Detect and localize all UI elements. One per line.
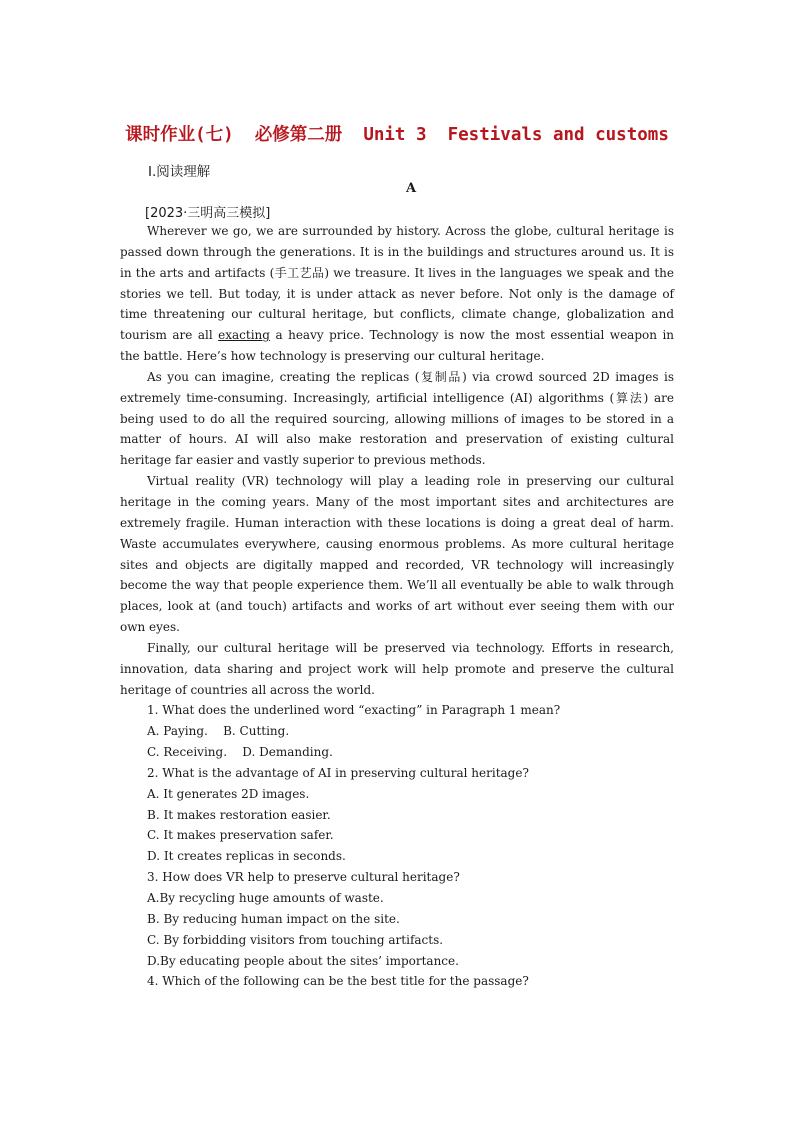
section-heading: Ⅰ.阅读理解 xyxy=(148,164,211,180)
question-1: 1. What does the underlined word “exacting” in Paragraph 1 mean? xyxy=(147,703,561,718)
passage-label: A xyxy=(405,181,417,196)
option-2d: D. It creates replicas in seconds. xyxy=(147,849,346,864)
option-3b: B. By reducing human impact on the site. xyxy=(147,911,400,926)
question-list xyxy=(120,700,674,992)
passage-body xyxy=(120,221,674,992)
paragraph-2: As you can imagine, creating the replicas (复制品) via crowd sourced 2D images is extremely time-consuming. Increasingly, artificial intelligence (AI) algorithms (算法) are being used to do all the required sourcing, allowing millions of images to be stored in a matter of hours. AI will also make restoration and preservation of existing cultural heritage far easier and vastly superior to previous methods. xyxy=(120,369,674,468)
question-4: 4. Which of the following can be the best title for the passage? xyxy=(147,974,529,989)
question-2: 2. What is the advantage of AI in preserving cultural heritage? xyxy=(147,765,529,780)
option-2b: B. It makes restoration easier. xyxy=(147,807,331,822)
option-3a: A.By recycling huge amounts of waste. xyxy=(147,891,384,905)
underlined-word: exacting xyxy=(218,328,270,343)
paragraph-4: Finally, our cultural heritage will be preserved via technology. Efforts in research, innovation, data sharing and project work will help promote and preserve the cultural heritage of countries all across the world. xyxy=(120,640,674,697)
source-note: [2023·三明高三模拟] xyxy=(145,206,271,221)
option-3c: C. By forbidding visitors from touching artifacts. xyxy=(147,932,444,947)
option-3d: D.By educating people about the sites’ importance. xyxy=(147,953,459,968)
options-1-cd: C. Receiving. D. Demanding. xyxy=(147,745,333,760)
option-2a: A. It generates 2D images. xyxy=(147,786,310,801)
question-3: 3. How does VR help to preserve cultural heritage? xyxy=(147,870,460,885)
page-title: 课时作业(七) 必修第二册 Unit 3 Festivals and customs xyxy=(125,125,669,145)
paragraph-text: a heavy price. Technology is now the most essential weapon in the battle. Here’s how technology is preserving our cultural heritage. xyxy=(120,328,675,364)
options-1-ab: A. Paying. B. Cutting. xyxy=(147,724,290,739)
option-2c: C. It makes preservation safer. xyxy=(147,828,334,843)
paragraph-text: Wherever we go, we are surrounded by history. Across the globe, cultural heritage is passed down through the generations. It is in the buildings and structures around us. It is in the arts and artifacts (手工艺品) we treasure. It lives in the languages we speak and the stories we tell. But today, it is under attack as never before. Not only is the damage of time threatening our cultural heritage, but conflicts, climate change, globalization and tourism are all xyxy=(120,224,674,343)
paragraph-1 xyxy=(120,221,674,367)
paragraph-3: Virtual reality (VR) technology will play a leading role in preserving our cultural heritage in the coming years. Many of the most important sites and architectures are extremely fragile. Human interaction with these locations is doing a great deal of harm. Waste accumulates everywhere, causing enormous problems. As more cultural heritage sites and objects are digitally mapped and recorded, VR technology will increasingly become the way that people experience them. We’ll all eventually be able to walk through places, look at (and touch) artifacts and works of art without ever seeing them with our own eyes. xyxy=(120,474,674,635)
